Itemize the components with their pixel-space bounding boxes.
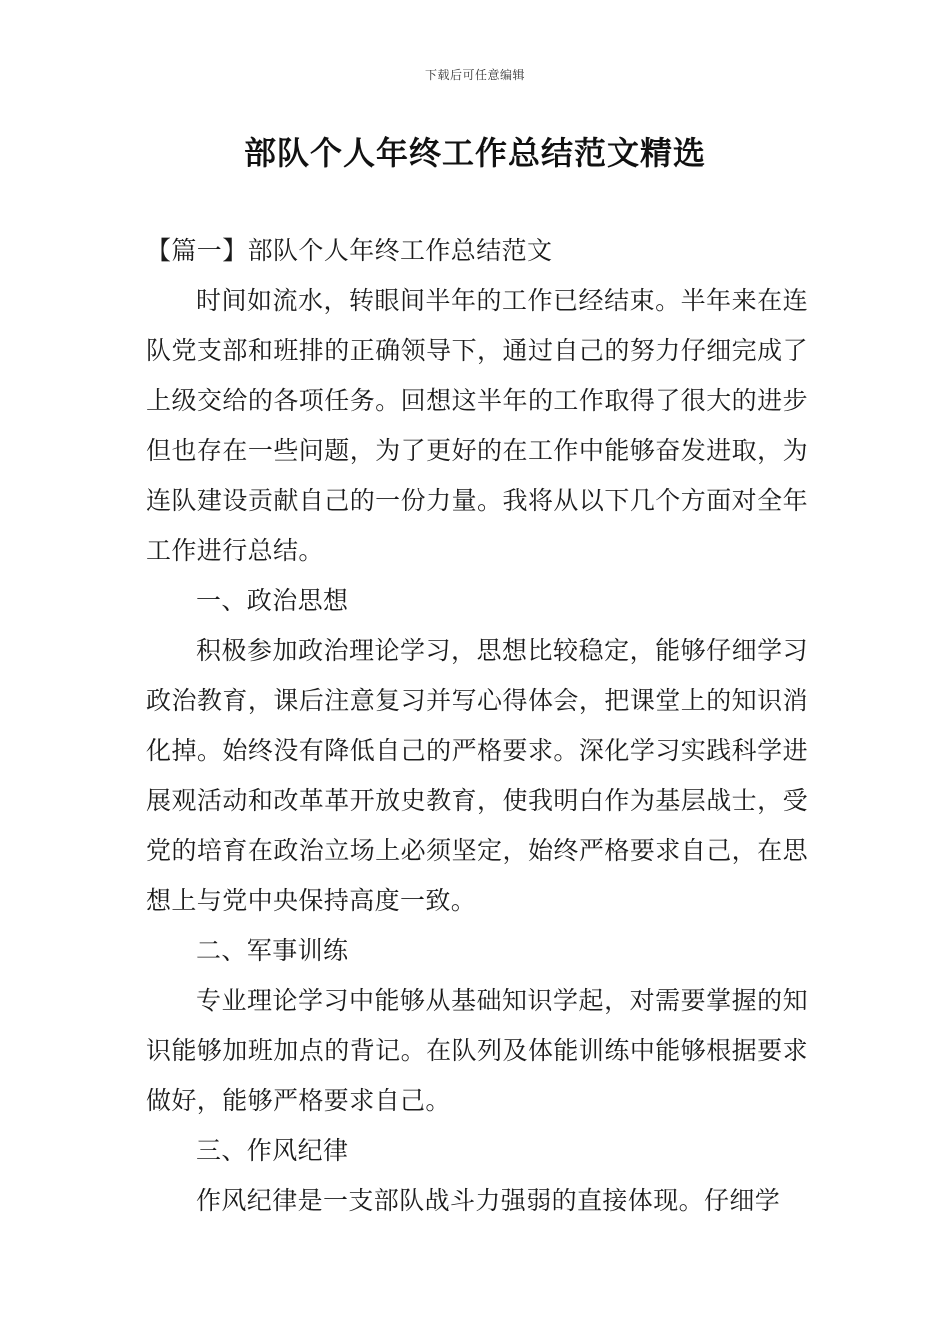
heading-political-thought: 一、政治思想 xyxy=(196,586,349,615)
page-title: 部队个人年终工作总结范文精选 xyxy=(243,134,706,172)
document-body xyxy=(146,226,808,1226)
section-title: 【篇一】部队个人年终工作总结范文 xyxy=(146,236,553,265)
header-note: 下载后可任意编辑 xyxy=(424,68,525,82)
paragraph-political-thought: 积极参加政治理论学习，思想比较稳定，能够仔细学习政治教育，课后注意复习并写心得体会，把课堂上的知识消化掉。始终没有降低自己的严格要求。深化学习实践科学进展观活动和改革革开放史教育，使我明白作为基层战士，受党的培育在政治立场上必须坚定，始终严格要求自己，在思想上与党中央保持高度一致。 xyxy=(146,636,808,915)
heading-discipline: 三、作风纪律 xyxy=(196,1136,349,1165)
paragraph-discipline: 作风纪律是一支部队战斗力强弱的直接体现。仔细学 xyxy=(196,1186,781,1215)
heading-military-training: 二、军事训练 xyxy=(196,936,349,965)
paragraph-military-training: 专业理论学习中能够从基础知识学起，对需要掌握的知识能够加班加点的背记。在队列及体能训练中能够根据要求做好，能够严格要求自己。 xyxy=(146,986,808,1115)
paragraph-intro: 时间如流水，转眼间半年的工作已经结束。半年来在连队党支部和班排的正确领导下，通过自己的努力仔细完成了上级交给的各项任务。回想这半年的工作取得了很大的进步但也存在一些问题，为了更好的在工作中能够奋发进取，为连队建设贡献自己的一份力量。我将从以下几个方面对全年工作进行总结。 xyxy=(146,286,808,565)
